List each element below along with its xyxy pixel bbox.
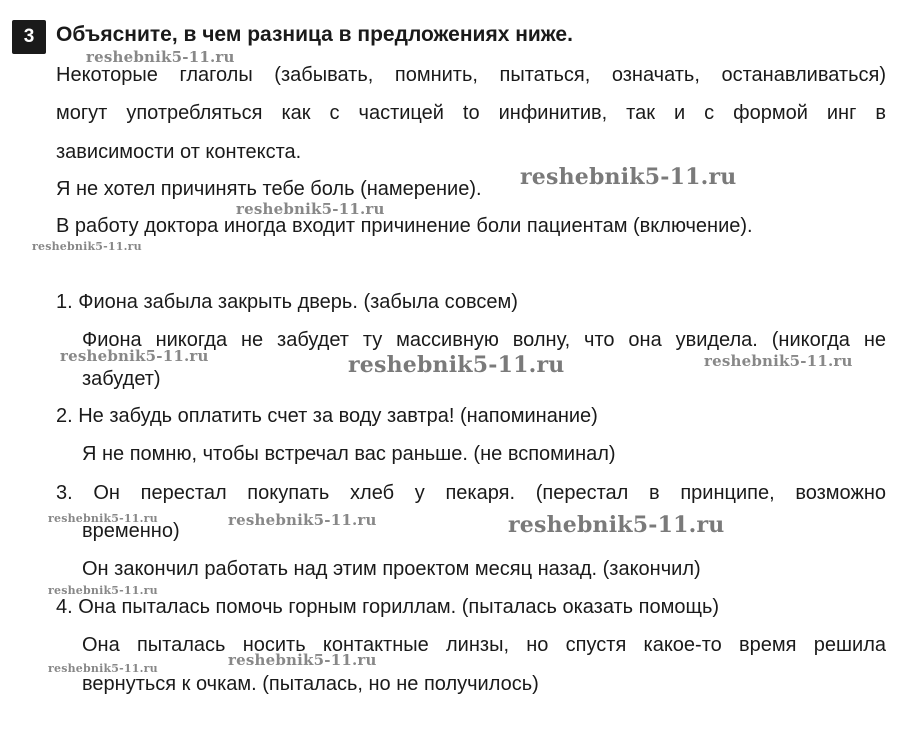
item-1-sentence-a: 1. Фиона забыла закрыть дверь. (забыла совсем)	[56, 291, 518, 313]
watermark: reshebnik5-11.ru	[228, 511, 377, 529]
item-4-sentence-b-line-2: вернуться к очкам. (пыталась, но не получилось)	[82, 673, 539, 695]
item-2-sentence-a: 2. Не забудь оплатить счет за воду завтра! (напоминание)	[56, 405, 598, 427]
intro-example-2: В работу доктора иногда входит причинение боли пациентам (включение).	[56, 215, 753, 237]
item-1-sentence-b-line-1: Фиона никогда не забудет ту массивную волну, что она увидела. (никогда не	[82, 329, 886, 351]
watermark: reshebnik5-11.ru	[32, 240, 142, 253]
watermark: reshebnik5-11.ru	[520, 164, 737, 190]
task-number-badge: 3	[12, 20, 46, 54]
watermark: reshebnik5-11.ru	[48, 512, 158, 525]
watermark: reshebnik5-11.ru	[48, 662, 158, 675]
watermark: reshebnik5-11.ru	[236, 200, 385, 218]
watermark: reshebnik5-11.ru	[228, 651, 377, 669]
item-3-sentence-a-line-2: временно)	[82, 520, 180, 542]
item-1-sentence-b-line-2: забудет)	[82, 368, 161, 390]
intro-line-3: зависимости от контекста.	[56, 141, 302, 163]
task-title: Объясните, в чем разница в предложениях ниже.	[56, 23, 573, 46]
watermark: reshebnik5-11.ru	[704, 352, 853, 370]
watermark: reshebnik5-11.ru	[348, 352, 565, 378]
watermark: reshebnik5-11.ru	[48, 584, 158, 597]
intro-example-1: Я не хотел причинять тебе боль (намерение).	[56, 178, 482, 200]
item-3-sentence-a-line-1: 3. Он перестал покупать хлеб у пекаря. (перестал в принципе, возможно	[56, 482, 886, 504]
intro-line-2: могут употребляться как с частицей to инфинитив, так и с формой инг в	[56, 102, 886, 124]
item-4-sentence-a: 4. Она пыталась помочь горным гориллам. (пыталась оказать помощь)	[56, 596, 720, 618]
intro-line-1: Некоторые глаголы (забывать, помнить, пытаться, означать, останавливаться)	[56, 64, 886, 86]
watermark: reshebnik5-11.ru	[60, 347, 209, 365]
watermark: reshebnik5-11.ru	[86, 48, 235, 66]
item-3-sentence-b: Он закончил работать над этим проектом месяц назад. (закончил)	[82, 558, 701, 580]
watermark: reshebnik5-11.ru	[508, 512, 725, 538]
item-4-sentence-b-line-1: Она пыталась носить контактные линзы, но спустя какое-то время решила	[82, 634, 886, 656]
item-2-sentence-b: Я не помню, чтобы встречал вас раньше. (не вспоминал)	[82, 443, 616, 465]
